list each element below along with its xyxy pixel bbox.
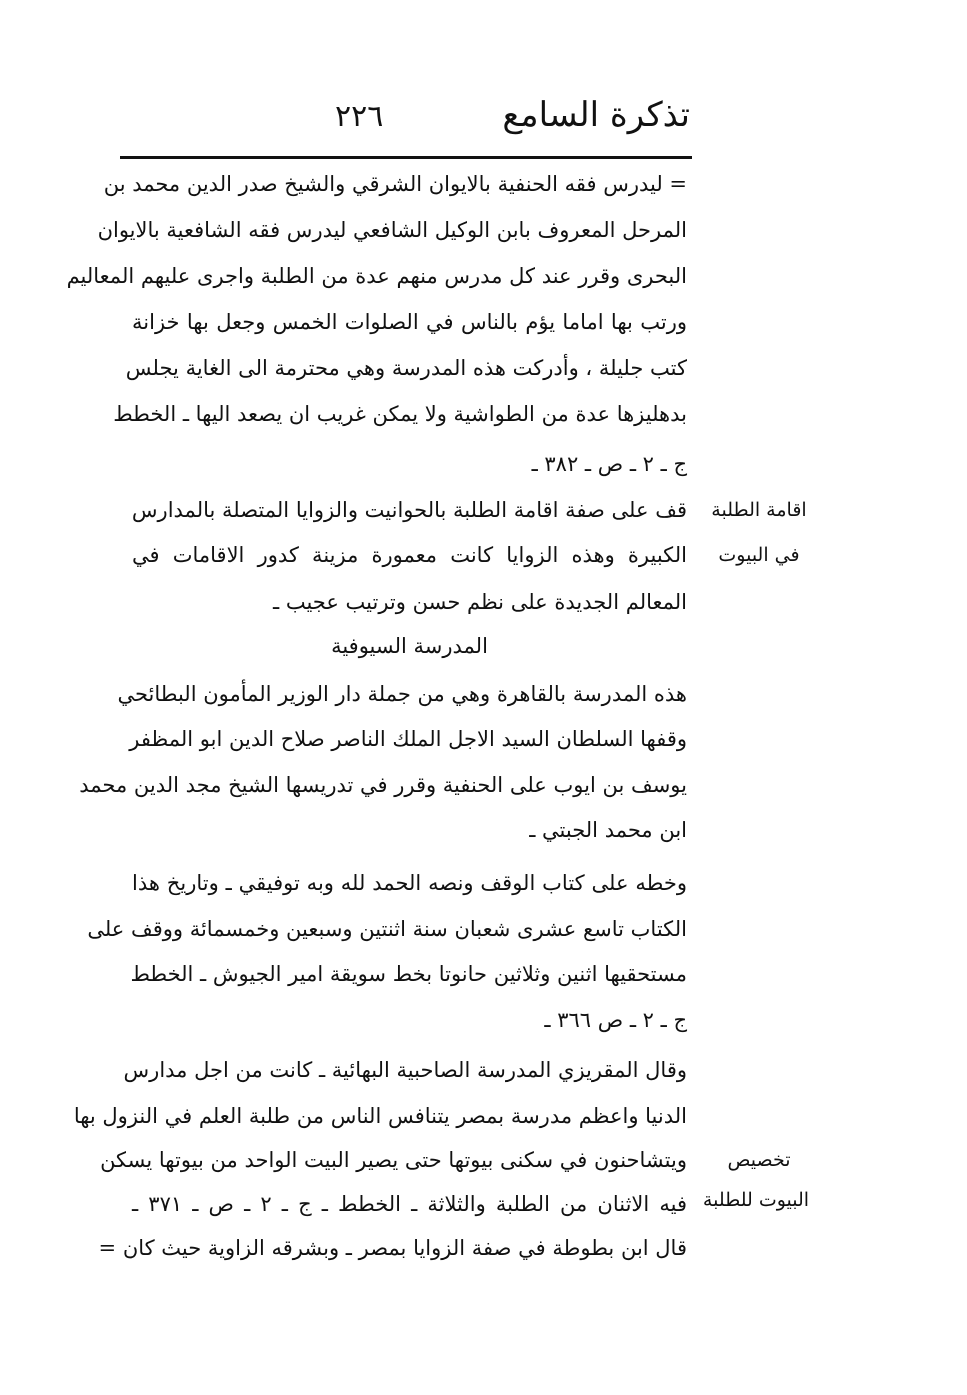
text-line: يوسف بن ايوب على الحنفية وقرر في تدريسها الشيخ مجد الدين محمد bbox=[79, 773, 687, 797]
page-number: ٢٢٦ bbox=[335, 99, 384, 134]
text-line: = ليدرس فقه الحنفية بالايوان الشرقي والشيخ صدر الدين محمد بن bbox=[103, 172, 687, 196]
margin-note: اقامة الطلبة bbox=[711, 499, 807, 521]
text-line: ورتب بها اماما يؤم بالناس في الصلوات الخمس وجعل بها خزانة bbox=[132, 310, 687, 334]
margin-note: البيوت للطلبة bbox=[702, 1189, 810, 1211]
body-text bbox=[66, 164, 687, 1284]
text-line: الدنيا واعظم مدرسة بمصر يتنافس الناس من طلبة العلم في النزول بها bbox=[73, 1104, 687, 1128]
text-line: مستحقيها اثنين وثلاثين حانوتا بخط سويقة امير الجيوش ـ الخطط bbox=[130, 962, 687, 986]
text-line: هذه المدرسة بالقاهرة وهي من جملة دار الوزير المأمون البطائحي bbox=[117, 682, 687, 706]
running-title: تذكرة السامع bbox=[502, 95, 690, 135]
text-line: فيه الاثنان من الطلبة والثلاثة ـ الخطط ـ ج ـ ٢ ـ ص ـ ٣٧١ ـ bbox=[132, 1192, 687, 1216]
text-line: البحرى وقرر عند كل مدرس منهم عدة من الطلبة واجرى عليهم المعاليم bbox=[66, 264, 687, 288]
page-header bbox=[120, 95, 690, 153]
text-line: المرحل المعروف بابن الوكيل الشافعي ليدرس فقه الشافعية بالايوان bbox=[97, 218, 687, 242]
text-line: قف على صفة اقامة الطلبة بالحوانيت والزوايا المتصلة بالمدارس bbox=[131, 498, 687, 522]
text-line: ويتشاحنون في سكنى بيوتها حتى يصير البيت الواحد من بيوتها يسكن bbox=[100, 1148, 687, 1172]
text-line: ج ـ ٢ ـ ص ٣٦٦ ـ bbox=[544, 1008, 687, 1032]
text-line: الكبيرة وهذه الزوايا كانت معمورة مزينة كدور الاقامات في bbox=[132, 543, 687, 567]
text-line: قال ابن بطوطة في صفة الزوايا بمصر ـ وبشرقه الزاوية حيث كان = bbox=[98, 1236, 687, 1260]
text-line: وقفها السلطان السيد الاجل الملك الناصر صلاح الدين ابو المظفر bbox=[129, 727, 687, 751]
text-line: ج ـ ٢ ـ ص ـ ٣٨٢ ـ bbox=[531, 452, 687, 476]
text-line: ابن محمد الجبتي ـ bbox=[529, 818, 687, 842]
text-line: وخطه على كتاب الوقف ونصه الحمد لله وبه توفيقي ـ وتاريخ هذا bbox=[132, 871, 687, 895]
margin-note: تخصيص bbox=[727, 1149, 791, 1171]
text-line: الكتاب تاسع عشرى شعبان سنة اثنتين وسبعين وخمسمائة ووقف على bbox=[87, 917, 687, 941]
text-line: كتب جليلة ، وأدركت هذه المدرسة وهي محترمة الى الغاية يجلس bbox=[125, 356, 687, 380]
text-line: المعالم الجديدة على نظم حسن وترتيب عجيب ـ bbox=[273, 590, 687, 614]
header-rule bbox=[120, 156, 692, 159]
section-heading: المدرسة السيوفية bbox=[331, 634, 488, 658]
text-line: بدهليزها عدة من الطواشية ولا يمكن غريب ان يصعد اليها ـ الخطط bbox=[113, 402, 687, 426]
text-line: وقال المقريزي المدرسة الصاحبية البهائية ـ كانت من اجل مدارس bbox=[123, 1058, 687, 1082]
margin-note: في البيوت bbox=[718, 544, 800, 566]
